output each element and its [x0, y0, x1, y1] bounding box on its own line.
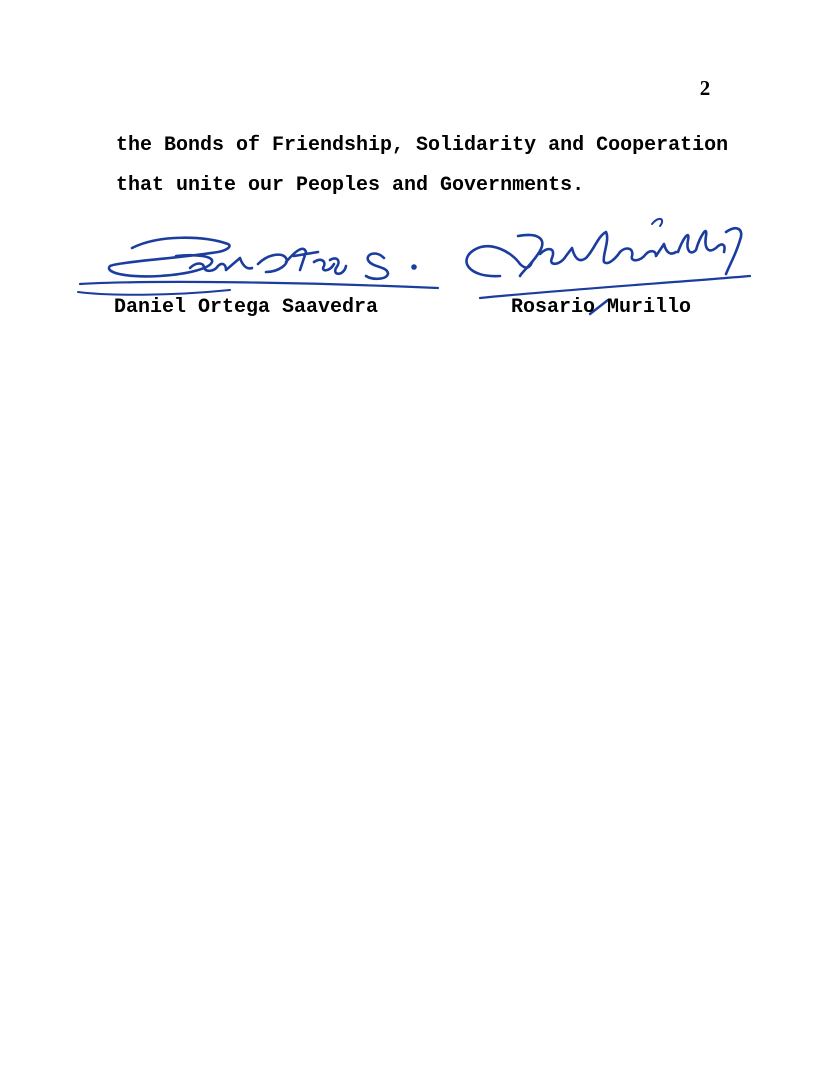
- paragraph-line-1: the Bonds of Friendship, Solidarity and Cooperation: [116, 134, 729, 157]
- signature-left: [78, 238, 438, 295]
- paragraph-line-2: that unite our Peoples and Governments.: [116, 174, 585, 197]
- signer-name-left: Daniel Ortega Saavedra: [114, 296, 379, 319]
- signer-name-right: Rosario Murillo: [511, 296, 692, 319]
- page-number: 2: [699, 76, 711, 100]
